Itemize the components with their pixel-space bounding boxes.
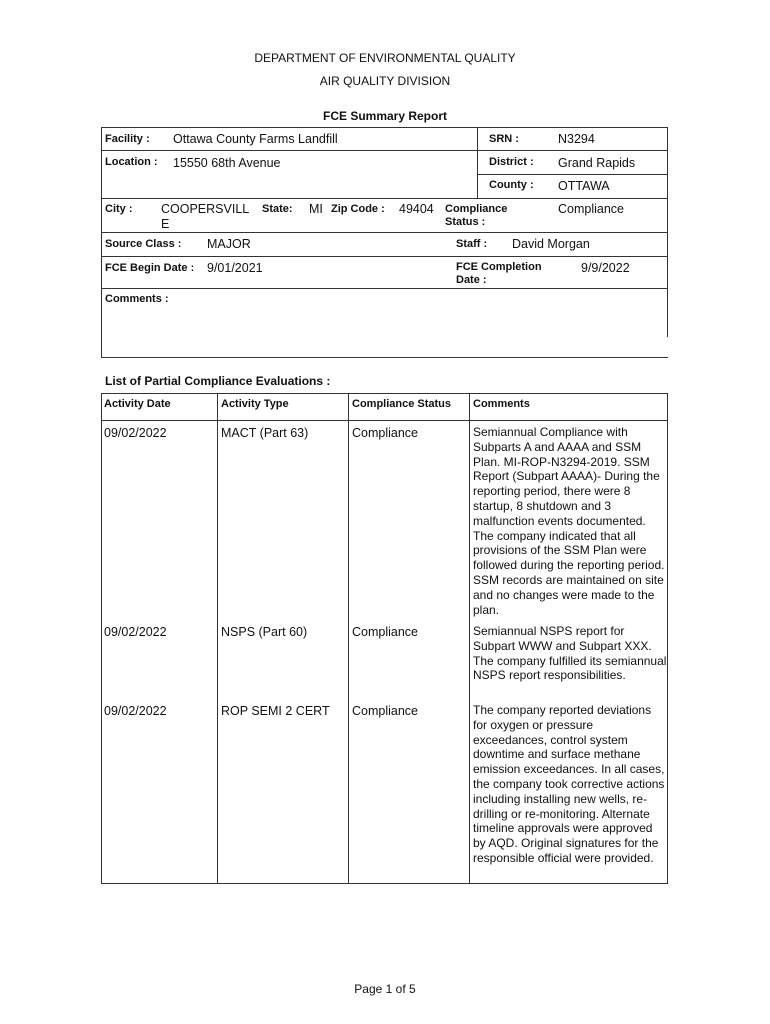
divider (101, 288, 668, 289)
page-number: Page 1 of 5 (354, 982, 416, 996)
table-top-border (101, 393, 668, 394)
box-top-border (101, 127, 668, 128)
fce-completion-label-line2: Date : (456, 274, 487, 286)
table-bottom-border (101, 883, 668, 884)
state-value: MI (309, 202, 323, 216)
row-activity-date: 09/02/2022 (104, 625, 167, 639)
report-title: FCE Summary Report (322, 109, 448, 123)
fce-begin-label: FCE Begin Date : (105, 262, 195, 274)
county-label: County : (489, 179, 534, 191)
district-value: Grand Rapids (558, 156, 636, 170)
table-header-border (101, 420, 668, 421)
row-activity-type: ROP SEMI 2 CERT (221, 704, 330, 718)
facility-label: Facility : (105, 133, 150, 145)
row-comments: Semiannual Compliance with Subparts A and AAAA and SSM Plan. MI-ROP-N3294-2019. SSM Report (Subpart AAAA)- During the reporting period, there were 8 startup, 8 shutdown and 3 malfunction events documented. The company indicated that all provisions of the SSM Plan were followed during the reporting period. SSM records are maintained on site and no changes were made to the plan. (473, 425, 665, 617)
divider (101, 198, 668, 199)
city-value-line1: COOPERSVILL (161, 202, 250, 216)
divider (477, 174, 668, 175)
col-header-activity-type: Activity Type (221, 398, 289, 410)
city-label: City : (105, 203, 133, 215)
staff-label: Staff : (456, 238, 488, 250)
table-col-divider (469, 393, 470, 884)
box-bottom-border (101, 357, 668, 358)
pce-section-title: List of Partial Compliance Evaluations : (105, 374, 331, 388)
divider (101, 150, 668, 151)
divider (477, 127, 478, 199)
srn-label: SRN : (489, 133, 519, 145)
department-title: DEPARTMENT OF ENVIRONMENTAL QUALITY (254, 51, 516, 65)
zip-value: 49404 (399, 202, 434, 216)
table-col-divider (348, 393, 349, 884)
row-compliance-status: Compliance (352, 426, 419, 440)
row-compliance-status: Compliance (352, 704, 419, 718)
col-header-compliance-status: Compliance Status (352, 398, 452, 410)
row-activity-type: MACT (Part 63) (221, 426, 309, 440)
divider (101, 232, 668, 233)
fce-completion-value: 9/9/2022 (581, 261, 630, 275)
col-header-activity-date: Activity Date (104, 398, 171, 410)
table-col-divider (217, 393, 218, 884)
location-label: Location : (105, 156, 158, 168)
row-comments: Semiannual NSPS report for Subpart WWW and Subpart XXX. The company fulfilled its semiannual NSPS report responsibilities. (473, 624, 667, 683)
location-value: 15550 68th Avenue (173, 156, 281, 170)
divider (101, 256, 668, 257)
city-value-line2: E (161, 217, 170, 231)
row-compliance-status: Compliance (352, 625, 419, 639)
zip-label: Zip Code : (331, 203, 385, 215)
source-class-value: MAJOR (207, 237, 251, 251)
row-activity-date: 09/02/2022 (104, 426, 167, 440)
row-activity-date: 09/02/2022 (104, 704, 167, 718)
row-activity-type: NSPS (Part 60) (221, 625, 308, 639)
col-header-comments: Comments (473, 398, 530, 410)
fce-completion-label-line1: FCE Completion (456, 261, 542, 273)
division-title: AIR QUALITY DIVISION (319, 74, 451, 88)
table-left-border (101, 393, 102, 884)
box-left-border (101, 127, 102, 358)
row-comments: The company reported deviations for oxygen or pressure exceedances, control system downtime and surface methane emission exceedances. In all cases, the company took corrective actions including installing new wells, re-drilling or re-monitoring. Alternate timeline approvals were approved by AQD. Original signatures for the responsible official were provided. (473, 703, 665, 865)
source-class-label: Source Class : (105, 238, 182, 250)
compliance-status-value: Compliance (558, 202, 625, 216)
staff-value: David Morgan (512, 237, 590, 251)
state-label: State: (262, 203, 293, 215)
district-label: District : (489, 156, 534, 168)
srn-value: N3294 (558, 132, 595, 146)
facility-value: Ottawa County Farms Landfill (173, 132, 338, 146)
county-value: OTTAWA (558, 179, 610, 193)
fce-begin-value: 9/01/2021 (207, 261, 263, 275)
table-right-border (667, 393, 668, 884)
comments-label: Comments : (105, 293, 169, 305)
compliance-status-label-line1: Compliance (445, 203, 508, 215)
compliance-status-label-line2: Status : (445, 216, 486, 228)
